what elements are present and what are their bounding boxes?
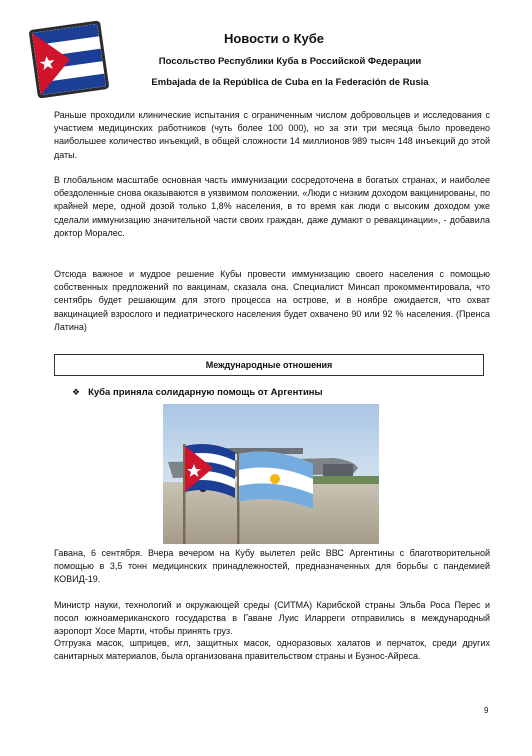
- paragraph: Отсюда важное и мудрое решение Кубы провести иммунизацию своего населения с помощью собственных предложений по вакцинам, сказала она. Специалист Минсап прокомментировала, что сентябрь будет решающим для этого процесса на острове, и в ноябре ожидается, что охват вакцинацией взрослого и педиатрического населения будет охвачено 90 или 92 % населения. (Пренса Латина): [54, 269, 490, 332]
- article-headline-row: [72, 387, 323, 398]
- section-header: [54, 354, 484, 376]
- page-number: 9: [484, 706, 489, 715]
- paragraph: Министр науки, технологий и окружающей среды (СИТМА) Карибской страны Эльба Роса Перес и посол южноамериканского государства в Гаване Луис Иларреги отправились в международный аэропорт Хосе Марти, чтобы принять груз.: [54, 600, 490, 637]
- paragraph: Раньше проходили клинические испытания с ограниченным числом добровольцев и исследования с участием медицинских работников (чуть более 100 000), но за эти три месяца было проведено наибольшее количество инъекций, в общей сложности 14 миллионов 989 тысяч 148 инъекций до этой даты.: [54, 110, 490, 160]
- page-title: Новости о Кубе: [223, 31, 325, 46]
- embassy-name-es: Embajada de la República de Cuba en la Federación de Rusia: [151, 77, 429, 88]
- paragraph: В глобальном масштабе основная часть иммунизации сосредоточена в богатых странах, и наиболее обездоленные снова оказываются в уязвимом положении. «Люди с низким доходом вакцинированы, по крайней мере, одной дозой только 1,8% населения, в то время как люди с высоким доходом уже сделали иммунизацию значительной части своих граждан, даже думают о ревакцинации», - добавила доктор Моралес.: [54, 175, 490, 238]
- paragraph: Отгрузка масок, шприцев, игл, защитных масок, одноразовых халатов и перчаток, среди других санитарных материалов, была организована правительством страны и Буэнос-Айреса.: [54, 638, 490, 662]
- paragraph: Гавана, 6 сентября. Вчера вечером на Кубу вылетел рейс ВВС Аргентины с благотворительной помощью в 3,5 тонн медицинских принадлежностей, предназначенных для борьбы с пандемией КОВИД-19.: [54, 548, 490, 585]
- flags-cuba-argentina-airport-photo: [163, 404, 379, 544]
- diamond-bullet-icon: ❖: [72, 387, 81, 397]
- article-headline: Куба приняла солидарную помощь от Аргентины: [88, 387, 323, 398]
- section-title: Международные отношения: [205, 360, 333, 370]
- embassy-name-ru: Посольство Республики Куба в Российской Федерации: [158, 56, 422, 67]
